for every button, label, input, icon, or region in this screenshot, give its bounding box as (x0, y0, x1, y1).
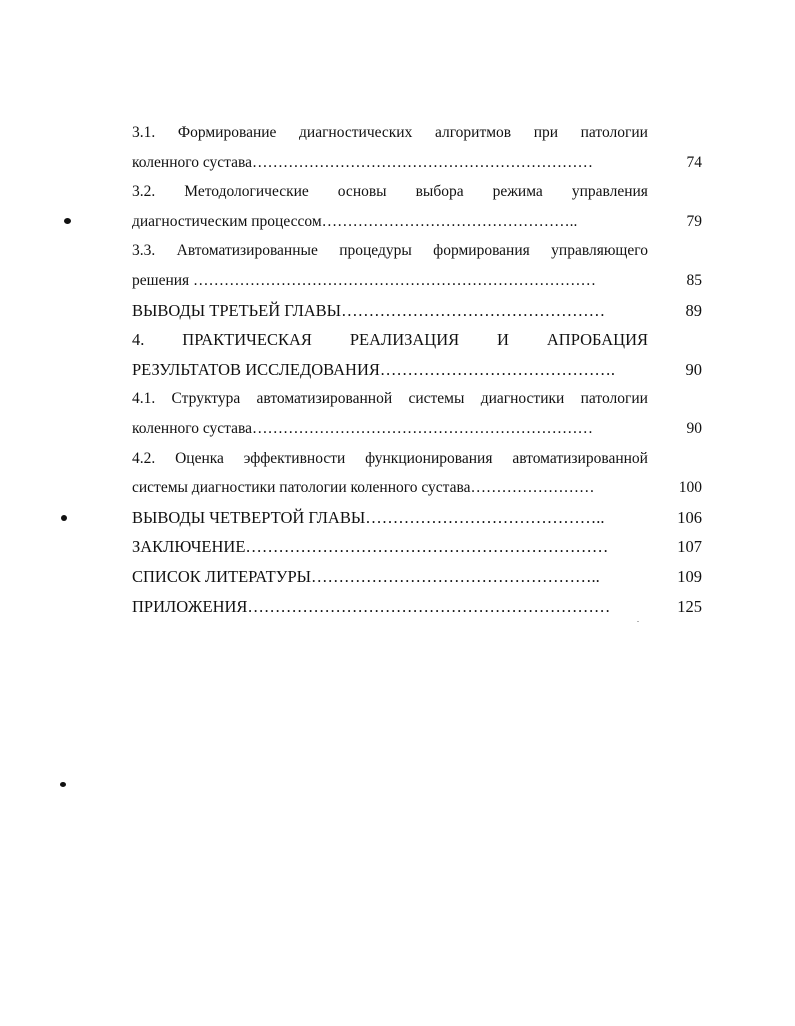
toc-entry-references (132, 562, 702, 592)
toc-word: патологии (580, 390, 648, 408)
toc-entry-4-1-line1 (132, 384, 702, 414)
toc-word: автоматизированной (512, 449, 648, 467)
toc-page-number: 100 (678, 479, 702, 497)
toc-page-number: 107 (677, 537, 702, 557)
toc-entry-text: ПРИЛОЖЕНИЯ………………………………………………………… (132, 596, 611, 616)
toc-word: основы (337, 183, 387, 201)
toc-entry-title (132, 118, 648, 148)
scan-speck-mark (637, 621, 639, 622)
toc-page-number: 106 (677, 507, 702, 527)
toc-word: ПРАКТИЧЕСКАЯ (182, 330, 312, 350)
toc-word: Структура (171, 390, 241, 408)
toc-entry-text: РЕЗУЛЬТАТОВ ИССЛЕДОВАНИЯ……………………………………. (132, 359, 615, 379)
toc-page-number: 90 (686, 419, 702, 437)
scan-speck-mark (64, 218, 71, 224)
toc-word: диагностических (299, 124, 413, 141)
toc-word: эффективности (243, 449, 346, 467)
toc-entry-chapter-4-line1 (132, 325, 702, 355)
toc-word: Методологические (184, 183, 309, 201)
toc-entry-4-2-line2 (132, 473, 702, 503)
toc-entry-title (132, 325, 648, 355)
toc-word: Формирование (177, 124, 277, 141)
toc-page-number: 89 (685, 300, 702, 320)
toc-word: управления (571, 183, 648, 201)
toc-page-number: 125 (677, 596, 702, 616)
toc-entry-3-2-line2 (132, 207, 702, 237)
toc-page-number: 79 (686, 212, 702, 230)
toc-word: Автоматизированные (176, 242, 318, 260)
toc-entry-text: коленного сустава………………………………………………………… (132, 153, 593, 171)
toc-word: формирования (433, 242, 530, 260)
toc-word: 3.2. (132, 183, 156, 201)
toc-entry-text: решения …………………………………………………………………… (132, 271, 597, 289)
toc-entry-conclusion (132, 532, 702, 562)
scan-speck-mark (61, 515, 67, 521)
toc-word: режима (492, 183, 543, 201)
toc-page-number: 90 (685, 359, 702, 379)
toc-entry-3-3-line1 (132, 236, 702, 266)
toc-word: управляющего (551, 242, 648, 260)
toc-entry-title (132, 177, 648, 207)
toc-word: 4.1. (132, 390, 156, 408)
toc-entry-text: системы диагностики патологии коленного сустава…………………… (132, 479, 595, 497)
toc-entry-3-2-line1 (132, 177, 702, 207)
toc-entry-title (132, 236, 648, 266)
toc-word: диагностики (480, 390, 565, 408)
toc-word: 3.1. (132, 124, 156, 141)
toc-entry-text: коленного сустава………………………………………………………… (132, 419, 593, 437)
toc-word: алгоритмов (434, 124, 512, 141)
toc-entry-title (132, 384, 648, 414)
toc-entry-text: СПИСОК ЛИТЕРАТУРЫ…………………………………………….. (132, 566, 600, 586)
toc-word: системы (408, 390, 465, 408)
toc-entry-3-1-line2 (132, 148, 702, 178)
toc-entry-3-1-line1 (132, 118, 702, 148)
toc-word: Оценка (175, 449, 224, 467)
toc-page-number: 109 (677, 566, 702, 586)
toc-word: при (533, 124, 559, 141)
toc-page-number: 74 (686, 153, 702, 171)
toc-entry-text: ВЫВОДЫ ТРЕТЬЕЙ ГЛАВЫ………………………………………… (132, 300, 606, 320)
toc-word: РЕАЛИЗАЦИЯ (349, 330, 460, 350)
toc-entry-title (132, 444, 648, 474)
toc-word: функционирования (365, 449, 493, 467)
toc-word: 4.2. (132, 449, 156, 467)
table-of-contents (132, 118, 702, 621)
toc-entry-conclusions-3 (132, 296, 702, 326)
toc-entry-text: диагностическим процессом………………………………………….. (132, 212, 578, 230)
toc-entry-4-2-line1 (132, 444, 702, 474)
scan-speck-mark (60, 782, 66, 787)
toc-word: И (497, 330, 509, 350)
toc-entry-appendices (132, 592, 702, 622)
toc-entry-conclusions-4 (132, 503, 702, 533)
toc-entry-4-1-line2 (132, 414, 702, 444)
toc-entry-text: ЗАКЛЮЧЕНИЕ………………………………………………………… (132, 537, 609, 557)
toc-entry-chapter-4-line2 (132, 355, 702, 385)
toc-word: патологии (580, 124, 648, 141)
toc-word: процедуры (339, 242, 412, 260)
toc-word: автоматизированной (256, 390, 393, 408)
toc-word: 4. (132, 330, 145, 350)
toc-page-number: 85 (686, 271, 702, 289)
toc-entry-3-3-line2 (132, 266, 702, 296)
toc-word: выбора (415, 183, 464, 201)
toc-word: 3.3. (132, 242, 156, 260)
toc-entry-text: ВЫВОДЫ ЧЕТВЕРТОЙ ГЛАВЫ…………………………………….. (132, 507, 605, 527)
toc-word: АПРОБАЦИЯ (546, 330, 648, 350)
